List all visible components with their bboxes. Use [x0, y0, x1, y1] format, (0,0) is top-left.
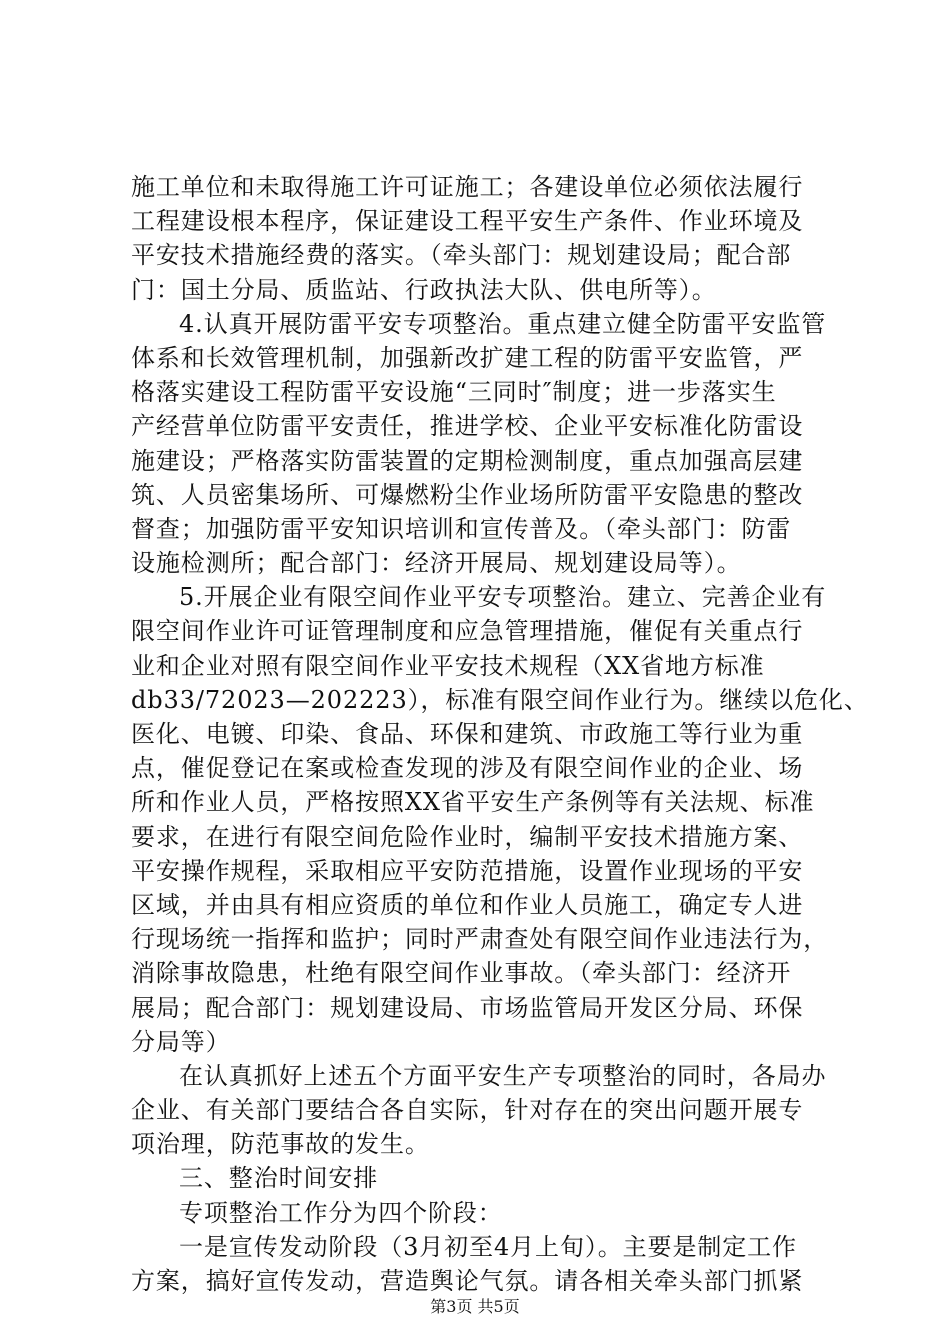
document-body [131, 170, 869, 1298]
paragraph-start-line: 在认真抓好上述五个方面平安生产专项整治的同时，各局办 [179, 1061, 827, 1090]
paragraph-start-line: 专项整治工作分为四个阶段： [179, 1198, 503, 1227]
section-heading: 三、整治时间安排 [179, 1164, 379, 1193]
page-footer [0, 1297, 950, 1317]
text-line: 限空间作业许可证管理制度和应急管理措施，催促有关重点行 [131, 617, 804, 646]
paragraph-start-line: 4.认真开展防雷平安专项整治。重点建立健全防雷平安监管 [179, 309, 827, 338]
text-line: 项治理，防范事故的发生。 [131, 1130, 430, 1159]
text-line: 平安技术措施经费的落实。（牵头部门：规划建设局；配合部 [131, 241, 792, 270]
text-line: 消除事故隐患，杜绝有限空间作业事故。（牵头部门：经济开 [131, 959, 792, 988]
text-line: 展局；配合部门：规划建设局、市场监管局开发区分局、环保 [131, 993, 804, 1022]
text-line: db33/72023—202223），标准有限空间作业行为。继续以危化、 [131, 685, 869, 714]
text-line: 产经营单位防雷平安责任，推进学校、企业平安标准化防雷设 [131, 412, 804, 441]
text-line: 行现场统一指挥和监护；同时严肃查处有限空间作业违法行为， [131, 925, 829, 954]
paragraph-start-line: 5.开展企业有限空间作业平安专项整治。建立、完善企业有 [179, 583, 827, 612]
text-line: 督查；加强防雷平安知识培训和宣传普及。（牵头部门：防雷 [131, 514, 792, 543]
text-line: 医化、电镀、印染、食品、环保和建筑、市政施工等行业为重 [131, 720, 804, 748]
text-line: 工程建设根本程序，保证建设工程平安生产条件、作业环境及 [131, 207, 804, 236]
text-line: 设施检测所；配合部门：经济开展局、规划建设局等）。 [131, 549, 742, 578]
text-line: 体系和长效管理机制，加强新改扩建工程的防雷平安监管，严 [131, 343, 804, 372]
paragraph-start-line: 一是宣传发动阶段（3月初至4月上旬）。主要是制定工作 [179, 1232, 797, 1261]
text-line: 平安操作规程，采取相应平安防范措施，设置作业现场的平安 [131, 856, 804, 885]
text-line: 施工单位和未取得施工许可证施工；各建设单位必须依法履行 [131, 173, 804, 201]
text-line: 格落实建设工程防雷平安设施“三同时″制度；进一步落实生 [131, 378, 777, 407]
text-line: 点，催促登记在案或检查发现的涉及有限空间作业的企业、场 [131, 754, 804, 783]
text-line: 方案，搞好宣传发动，营造舆论气氛。请各相关牵头部门抓紧 [131, 1267, 804, 1295]
text-line: 业和企业对照有限空间作业平安技术规程（XX省地方标准 [131, 651, 765, 680]
text-line: 要求，在进行有限空间危险作业时，编制平安技术措施方案、 [131, 822, 804, 851]
text-line: 企业、有关部门要结合各自实际，针对存在的突出问题开展专 [131, 1096, 804, 1125]
text-line: 门：国土分局、质监站、行政执法大队、供电所等）。 [131, 275, 717, 304]
page-number-label: 第3页 共5页 [430, 1297, 520, 1316]
text-line: 所和作业人员，严格按照XX省平安生产条例等有关法规、标准 [131, 788, 815, 817]
text-line: 区域，并由具有相应资质的单位和作业人员施工，确定专人进 [131, 890, 804, 919]
text-line: 分局等） [131, 1027, 231, 1056]
text-line: 筑、人员密集场所、可爆燃粉尘作业场所防雷平安隐患的整改 [131, 480, 804, 509]
text-line: 施建设；严格落实防雷装置的定期检测制度，重点加强高层建 [131, 446, 804, 475]
